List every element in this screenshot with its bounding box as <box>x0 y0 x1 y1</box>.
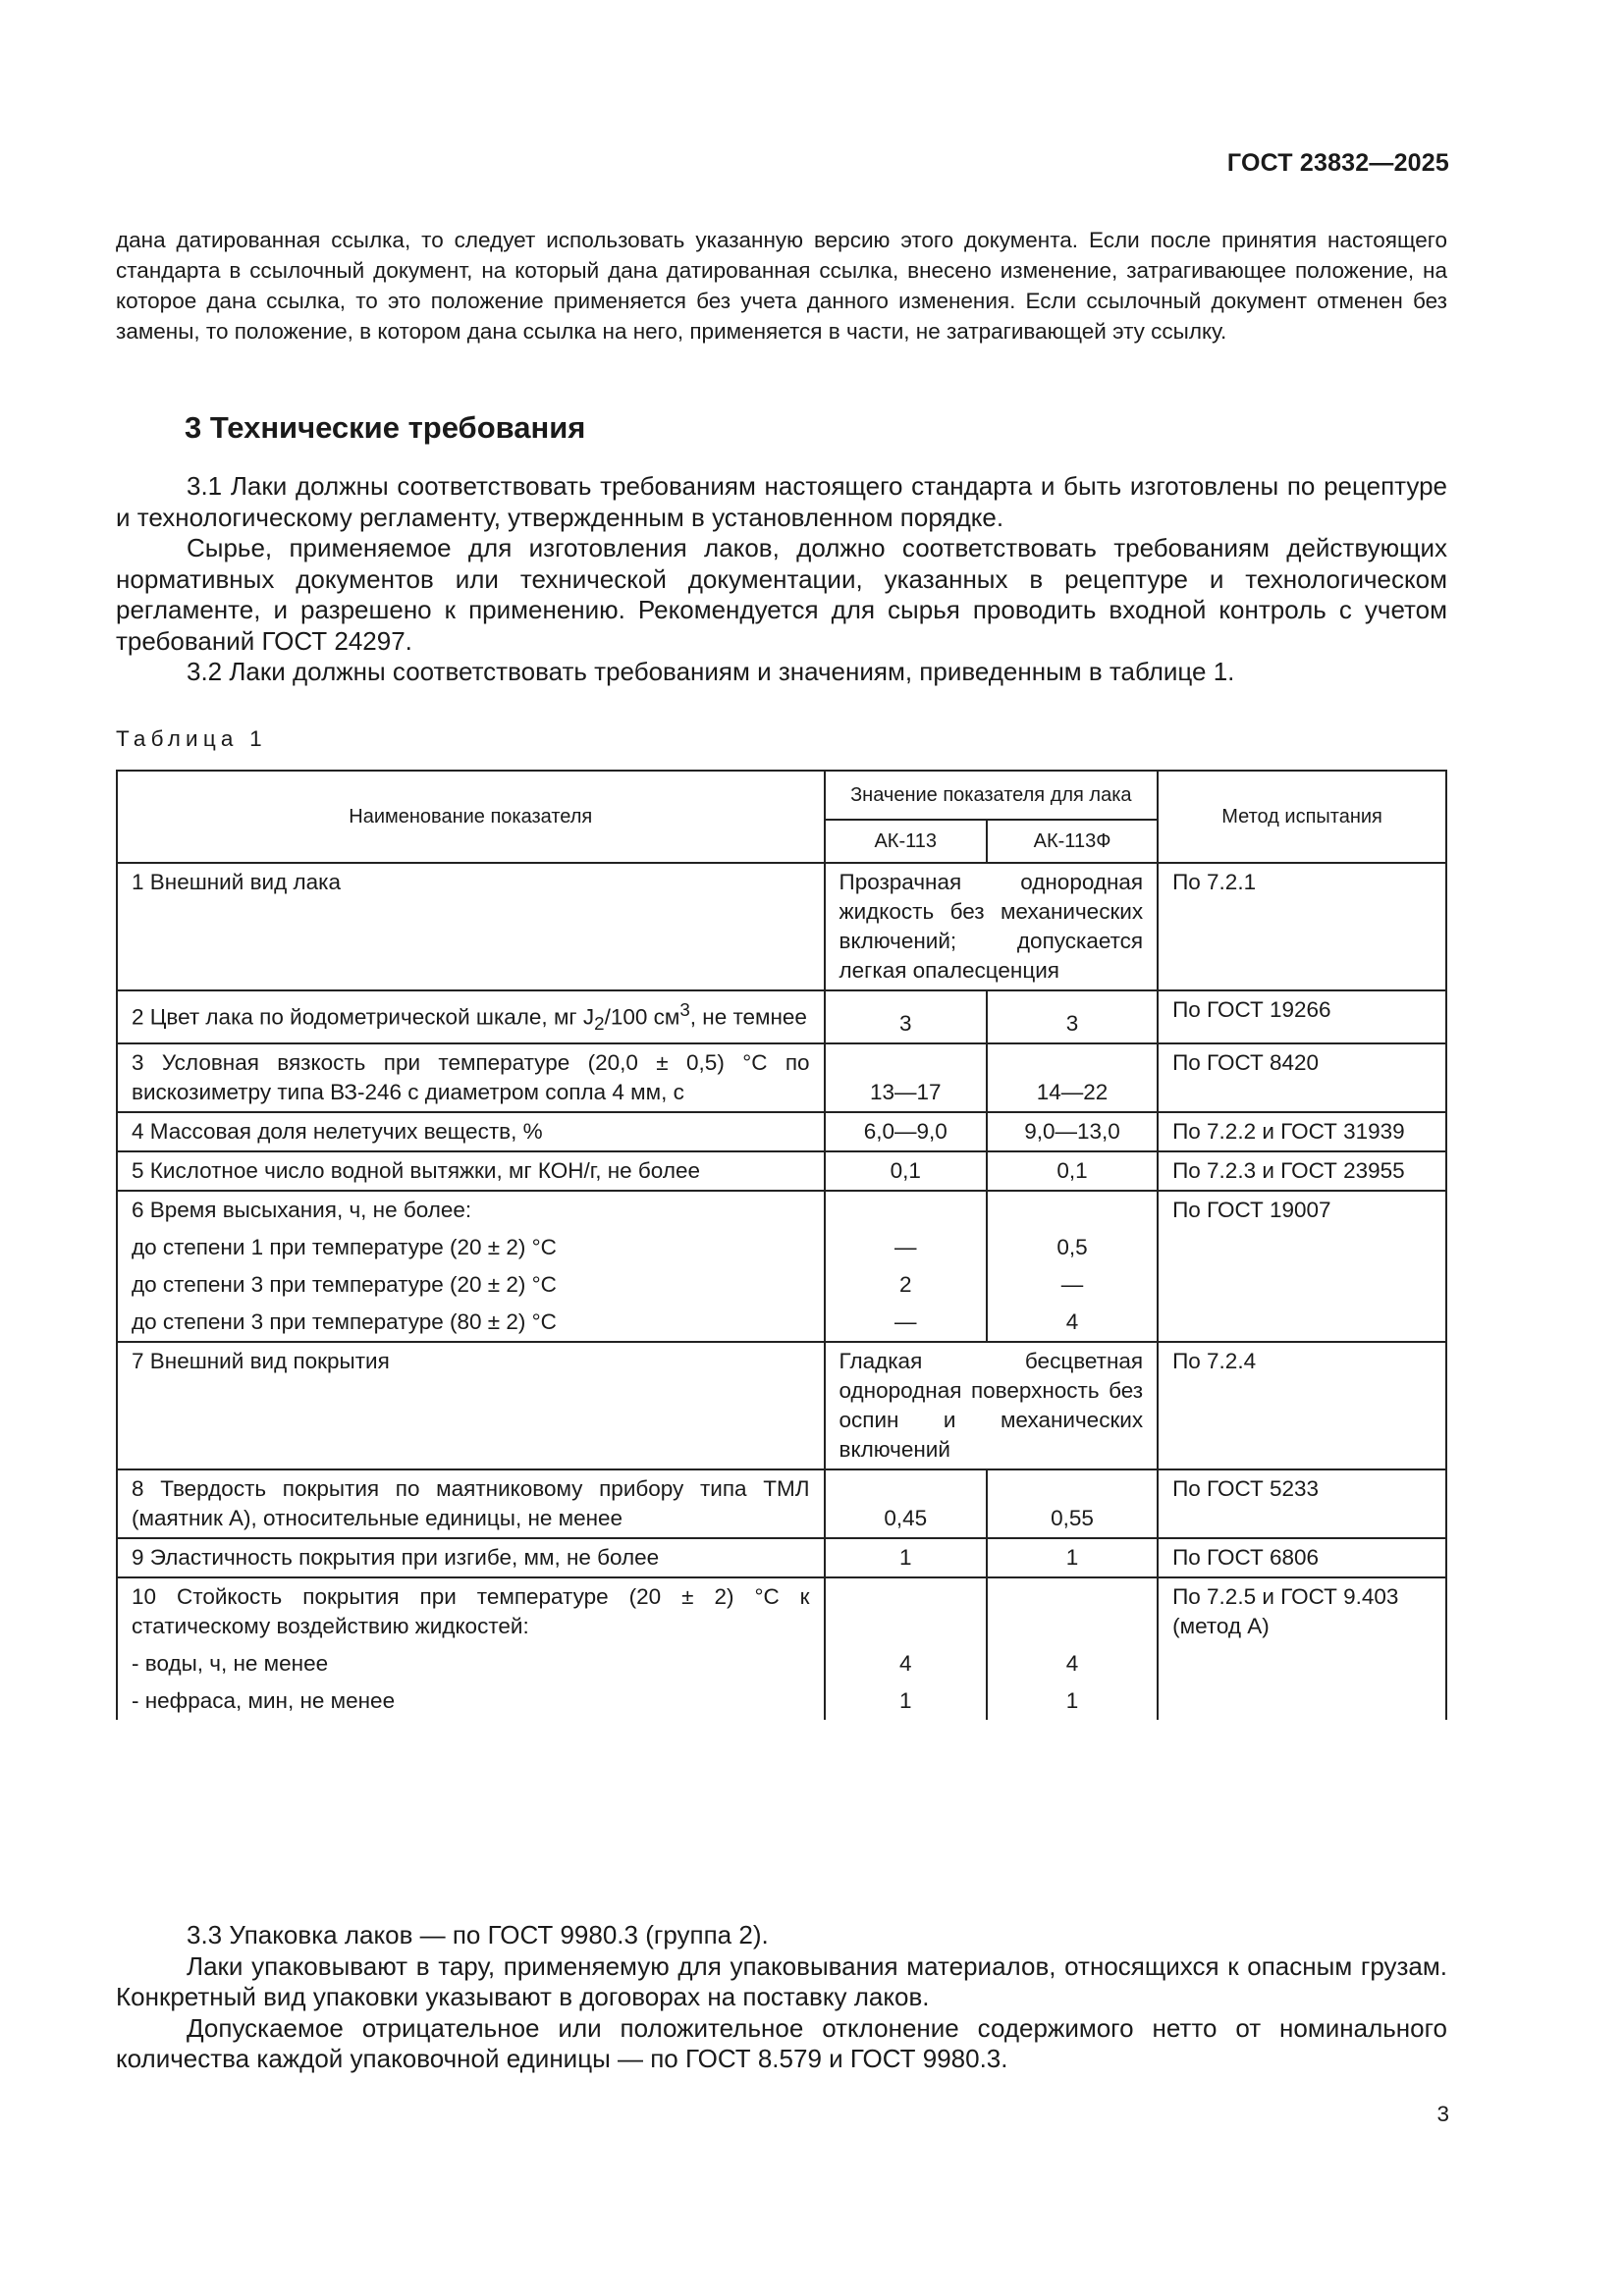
subrow-value-ak113: — <box>825 1229 987 1266</box>
table-row <box>117 1191 1446 1229</box>
header-name: Наименование показателя <box>117 771 825 863</box>
row-value: Прозрачная однородная жидкость без механических включений; допускается легкая опалесценция <box>825 863 1159 990</box>
table-row <box>117 990 1446 1043</box>
row-name: 1 Внешний вид лака <box>117 863 825 990</box>
subrow-name: до степени 3 при температуре (20 ± 2) °С <box>117 1266 825 1304</box>
paragraph-packaging: Лаки упаковывают в тару, применяемую для упаковывания материалов, относящихся к опасным грузам. Конкретный вид упаковки указывают в договорах на поставку лаков. <box>116 1950 1447 2011</box>
row-method: По 7.2.5 и ГОСТ 9.403 (метод А) <box>1158 1577 1446 1720</box>
paragraph-3-3: 3.3 Упаковка лаков — по ГОСТ 9980.3 (группа 2). <box>187 1920 769 1949</box>
table-row <box>117 1342 1446 1469</box>
row-method: По ГОСТ 19007 <box>1158 1191 1446 1342</box>
row-value-ak113f: 0,1 <box>987 1151 1158 1191</box>
header-ak113f: АК-113Ф <box>987 820 1158 863</box>
row-name: 2 Цвет лака по йодометрической шкале, мг $J_2/100$ $см^3$, не темнее <box>117 990 825 1043</box>
row-name: 10 Стойкость покрытия при температуре (20 ± 2) °С к статическому воздействию жидкостей: <box>117 1577 825 1645</box>
subrow-name: до степени 3 при температуре (80 ± 2) °С <box>117 1304 825 1342</box>
row-value-ak113f <box>987 1191 1158 1229</box>
subrow-name: до степени 1 при температуре (20 ± 2) °С <box>117 1229 825 1266</box>
section-body <box>116 471 1447 688</box>
subrow-value-ak113: 2 <box>825 1266 987 1304</box>
row-value-ak113f: 9,0—13,0 <box>987 1112 1158 1151</box>
row-name: 8 Твердость покрытия по маятниковому прибору типа ТМЛ (маятник А), относительные единицы, не менее <box>117 1469 825 1538</box>
row-value-ak113f: 14—22 <box>987 1043 1158 1112</box>
row-value-ak113f: 3 <box>987 990 1158 1043</box>
row-method: По 7.2.3 и ГОСТ 23955 <box>1158 1151 1446 1191</box>
table-row <box>117 1538 1446 1577</box>
document-code: ГОСТ 23832—2025 <box>1226 149 1449 177</box>
paragraph-raw-materials: Сырье, применяемое для изготовления лаков, должно соответствовать требованиям действующих нормативных документов или технической документации, указанных в рецептуре и технологическом регламенте, и разрешено к применению. Рекомендуется для сырья проводить входной контроль с учетом требований ГОСТ 24297. <box>116 533 1447 656</box>
subrow-value-ak113f: 0,5 <box>987 1229 1158 1266</box>
table-row <box>117 1469 1446 1538</box>
paragraph-tolerance: Допускаемое отрицательное или положительное отклонение содержимого нетто от номинального количества каждой упаковочной единицы — по ГОСТ 8.579 и ГОСТ 9980.3. <box>116 2012 1447 2073</box>
row-value-ak113: 6,0—9,0 <box>825 1112 987 1151</box>
subrow-value-ak113f: 1 <box>987 1682 1158 1720</box>
row-value-ak113 <box>825 1191 987 1229</box>
row-value: Гладкая бесцветная однородная поверхность без оспин и механических включений <box>825 1342 1159 1469</box>
row-method: По 7.2.1 <box>1158 863 1446 990</box>
row-value-ak113f: 1 <box>987 1538 1158 1577</box>
row-value-ak113f: 0,55 <box>987 1469 1158 1538</box>
row-method: По ГОСТ 6806 <box>1158 1538 1446 1577</box>
page-number: 3 <box>1436 2102 1449 2126</box>
row-name: 5 Кислотное число водной вытяжки, мг КОН/г, не более <box>117 1151 825 1191</box>
table-row <box>117 1043 1446 1112</box>
section-title: 3 Технические требования <box>185 410 586 445</box>
packaging-section <box>116 1920 1447 2075</box>
row-value-ak113f <box>987 1577 1158 1645</box>
requirements-table <box>116 770 1447 1720</box>
row-name: 6 Время высыхания, ч, не более: <box>117 1191 825 1229</box>
row-name: 7 Внешний вид покрытия <box>117 1342 825 1469</box>
header-ak113: АК-113 <box>825 820 987 863</box>
subrow-value-ak113f: 4 <box>987 1645 1158 1682</box>
header-method: Метод испытания <box>1158 771 1446 863</box>
subrow-value-ak113: 4 <box>825 1645 987 1682</box>
table-caption: Таблица 1 <box>116 726 267 751</box>
row-value-ak113: 0,1 <box>825 1151 987 1191</box>
row-method: По ГОСТ 8420 <box>1158 1043 1446 1112</box>
paragraph-3-2: 3.2 Лаки должны соответствовать требованиям и значениям, приведенным в таблице 1. <box>187 657 1235 686</box>
subrow-name: - нефраса, мин, не менее <box>117 1682 825 1720</box>
row-method: По 7.2.4 <box>1158 1342 1446 1469</box>
paragraph-3-1: 3.1 Лаки должны соответствовать требованиям настоящего стандарта и быть изготовлены по рецептуре и технологическому регламенту, утвержденным в установленном порядке. <box>116 471 1447 532</box>
subrow-value-ak113f: — <box>987 1266 1158 1304</box>
subrow-name: - воды, ч, не менее <box>117 1645 825 1682</box>
row-value-ak113: 0,45 <box>825 1469 987 1538</box>
subrow-value-ak113: 1 <box>825 1682 987 1720</box>
row-method: По ГОСТ 5233 <box>1158 1469 1446 1538</box>
table-row <box>117 863 1446 990</box>
row-method: По 7.2.2 и ГОСТ 31939 <box>1158 1112 1446 1151</box>
row-name: 4 Массовая доля нелетучих веществ, % <box>117 1112 825 1151</box>
table-row <box>117 1151 1446 1191</box>
header-value-group: Значение показателя для лака <box>825 771 1159 820</box>
intro-paragraph: дана датированная ссылка, то следует использовать указанную версию этого документа. Если после принятия настоящего стандарта в ссылочный документ, на который дана датированная ссылка, внесено изменение, затрагивающее положение, на которое дана ссылка, то это положение применяется без учета данного изменения. Если ссылочный документ отменен без замены, то положение, в котором дана ссылка на него, применяется в части, не затрагивающей эту ссылку. <box>116 228 1447 344</box>
row-value-ak113 <box>825 1577 987 1645</box>
row-name: 9 Эластичность покрытия при изгибе, мм, не более <box>117 1538 825 1577</box>
table-row <box>117 1112 1446 1151</box>
row-value-ak113: 13—17 <box>825 1043 987 1112</box>
row-name: 3 Условная вязкость при температуре (20,0 ± 0,5) °С по вискозиметру типа ВЗ-246 с диаметром сопла 4 мм, с <box>117 1043 825 1112</box>
subrow-value-ak113: — <box>825 1304 987 1342</box>
row-method: По ГОСТ 19266 <box>1158 990 1446 1043</box>
table-row <box>117 1577 1446 1645</box>
subrow-value-ak113f: 4 <box>987 1304 1158 1342</box>
row-value-ak113: 1 <box>825 1538 987 1577</box>
row-value-ak113: 3 <box>825 990 987 1043</box>
